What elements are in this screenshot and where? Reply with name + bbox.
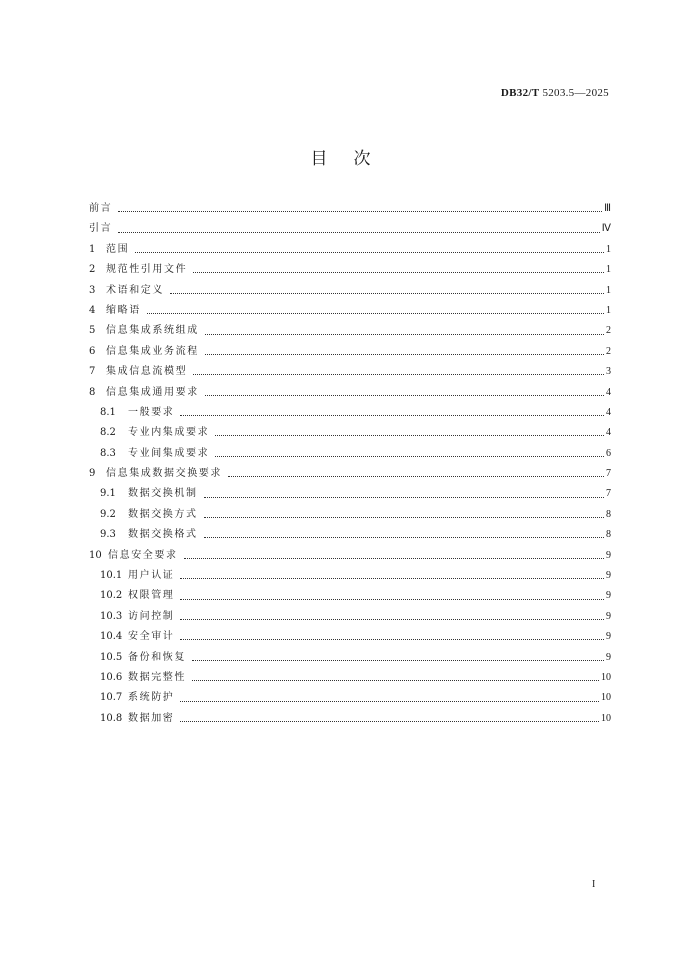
- dot-leader: [180, 618, 604, 620]
- dot-leader: [192, 659, 604, 661]
- toc-entry[interactable]: [89, 546, 611, 566]
- dot-leader: [215, 455, 604, 457]
- toc-entry-page: 6: [606, 447, 611, 459]
- toc-entry-page: 8: [606, 529, 611, 541]
- toc-entry-number: 9.2: [100, 508, 116, 520]
- dot-leader: [205, 353, 604, 355]
- toc-entry-label: 系统防护: [128, 692, 175, 704]
- toc-entry-label: 用户认证: [128, 570, 175, 582]
- toc-entry-number: 7: [89, 366, 96, 378]
- toc-entry[interactable]: [89, 627, 611, 647]
- toc-entry-page: 1: [606, 264, 611, 276]
- toc-entry-label: 专业内集成要求: [128, 427, 210, 439]
- dot-leader: [180, 414, 604, 416]
- toc-entry-page: 9: [606, 631, 611, 643]
- toc-entry[interactable]: [89, 240, 611, 260]
- toc-entry[interactable]: [89, 505, 611, 525]
- toc-entry-page: 9: [606, 651, 611, 663]
- dot-leader: [118, 231, 600, 233]
- toc-entry-label: 前言: [89, 203, 113, 214]
- toc-entry-page: 8: [606, 508, 611, 520]
- toc-entry-page: 1: [606, 284, 611, 296]
- toc-entry[interactable]: [89, 607, 611, 627]
- toc-entry-number: 10.2: [100, 590, 123, 602]
- toc-entry[interactable]: [89, 403, 611, 423]
- toc-entry[interactable]: [89, 321, 611, 341]
- dot-leader: [205, 394, 604, 396]
- dot-leader: [170, 292, 604, 294]
- dot-leader: [204, 496, 604, 498]
- toc-entry-number: 10: [89, 549, 102, 561]
- footer-page-number: I: [592, 879, 596, 890]
- dot-leader: [205, 333, 604, 335]
- toc-entry[interactable]: [89, 688, 611, 708]
- toc-entry-number: 9: [89, 468, 96, 480]
- toc-entry-page: 1: [606, 243, 611, 255]
- toc-entry-page: 1: [606, 304, 611, 316]
- toc-entry-label: 引言: [89, 223, 113, 235]
- standard-code: [501, 87, 609, 99]
- toc-entry[interactable]: [89, 464, 611, 484]
- toc-entry-number: 1: [89, 243, 96, 255]
- dot-leader: [192, 679, 599, 681]
- toc-entry-number: 3: [89, 284, 96, 296]
- toc-entry-page: 10: [601, 712, 611, 724]
- dot-leader: [180, 638, 604, 640]
- dot-leader: [184, 557, 604, 559]
- toc-entry-label: 术语和定义: [106, 284, 164, 296]
- toc-entry-page: 4: [606, 386, 611, 398]
- toc-entry[interactable]: [89, 342, 611, 362]
- toc-entry[interactable]: [89, 199, 611, 219]
- dot-leader: [204, 516, 604, 518]
- toc-entry-label: 数据交换方式: [128, 508, 198, 520]
- toc-entry-page: 2: [606, 325, 611, 337]
- toc-entry-number: 9.1: [100, 488, 116, 500]
- toc-entry-number: 10.8: [100, 712, 123, 724]
- toc-entry[interactable]: [89, 586, 611, 606]
- toc-entry[interactable]: [89, 648, 611, 668]
- toc-entry-number: 10.3: [100, 610, 123, 622]
- toc-entry-page: 3: [606, 366, 611, 378]
- dot-leader: [180, 700, 599, 702]
- toc-entry-number: 10.1: [100, 570, 123, 582]
- toc-entry-page: 9: [606, 549, 611, 561]
- toc-entry[interactable]: [89, 383, 611, 403]
- toc-entry[interactable]: [89, 668, 611, 688]
- toc-entry-page: 10: [601, 692, 611, 704]
- toc-entry-page: 10: [601, 671, 611, 683]
- toc-entry-label: 数据加密: [128, 712, 175, 724]
- toc-entry-page: 9: [606, 590, 611, 602]
- dot-leader: [215, 434, 604, 436]
- toc-entry-number: 6: [89, 345, 96, 357]
- toc-entry-page: 7: [606, 488, 611, 500]
- toc-entry-number: 10.7: [100, 692, 123, 704]
- toc-entry-label: 数据交换格式: [128, 529, 198, 541]
- toc-entry-label: 信息集成系统组成: [106, 325, 199, 337]
- toc-entry-number: 10.5: [100, 651, 123, 663]
- toc-entry-page: 7: [606, 468, 611, 480]
- toc-entry-number: 5: [89, 325, 96, 337]
- dot-leader: [147, 312, 604, 314]
- toc-entry-number: 8.2: [100, 427, 116, 439]
- toc-entry[interactable]: [89, 281, 611, 301]
- dot-leader: [204, 536, 604, 538]
- dot-leader: [180, 598, 604, 600]
- toc-entry-label: 数据完整性: [128, 671, 186, 683]
- toc-entry-number: 2: [89, 264, 96, 276]
- standard-code-number: 5203.5—2025: [542, 87, 609, 99]
- toc-entry-number: 8: [89, 386, 96, 398]
- dot-leader: [180, 577, 604, 579]
- toc-entry-label: 备份和恢复: [128, 651, 186, 663]
- toc-entry-label: 数据交换机制: [128, 488, 198, 500]
- toc-entry-page: 9: [606, 570, 611, 582]
- dot-leader: [118, 210, 602, 212]
- dot-leader: [193, 271, 604, 273]
- table-of-contents: [89, 199, 611, 729]
- toc-entry-page: 4: [606, 406, 611, 418]
- toc-entry-label: 一般要求: [128, 406, 175, 418]
- toc-entry-label: 范围: [106, 243, 130, 255]
- toc-entry[interactable]: [89, 484, 611, 504]
- toc-entry-label: 信息集成数据交换要求: [106, 468, 222, 480]
- toc-entry-label: 规范性引用文件: [106, 264, 188, 276]
- toc-entry[interactable]: [89, 301, 611, 321]
- standard-code-prefix: DB32/T: [500, 87, 540, 99]
- toc-entry-label: 安全审计: [128, 631, 175, 643]
- toc-entry-label: 信息安全要求: [108, 549, 178, 561]
- toc-entry-label: 专业间集成要求: [128, 447, 210, 459]
- toc-entry-page: 9: [606, 610, 611, 622]
- toc-entry[interactable]: [89, 423, 611, 443]
- toc-entry-number: 10.6: [100, 671, 123, 683]
- toc-entry[interactable]: [89, 260, 611, 280]
- toc-entry-number: 9.3: [100, 529, 116, 541]
- dot-leader: [228, 475, 604, 477]
- page-title: 目次: [310, 149, 397, 169]
- toc-entry-label: 访问控制: [128, 610, 175, 622]
- toc-entry-page: 2: [606, 345, 611, 357]
- toc-entry[interactable]: [89, 362, 611, 382]
- toc-entry-page: Ⅲ: [604, 203, 611, 214]
- toc-entry[interactable]: [89, 566, 611, 586]
- toc-entry-label: 信息集成通用要求: [106, 386, 199, 398]
- toc-entry-label: 权限管理: [128, 590, 175, 602]
- toc-entry[interactable]: [89, 709, 611, 729]
- toc-entry-page: 4: [606, 427, 611, 439]
- dot-leader: [180, 720, 599, 722]
- dot-leader: [193, 373, 604, 375]
- toc-entry-label: 缩略语: [106, 304, 141, 316]
- toc-entry-label: 信息集成业务流程: [106, 345, 199, 357]
- toc-entry-number: 4: [89, 304, 96, 316]
- toc-entry[interactable]: [89, 525, 611, 545]
- toc-entry-number: 8.3: [100, 447, 116, 459]
- toc-entry[interactable]: [89, 444, 611, 464]
- toc-entry-label: 集成信息流模型: [106, 366, 188, 378]
- toc-entry-number: 10.4: [100, 631, 123, 643]
- dot-leader: [135, 251, 604, 253]
- toc-entry-page: Ⅳ: [601, 223, 611, 235]
- toc-entry[interactable]: [89, 219, 611, 239]
- toc-entry-number: 8.1: [100, 406, 116, 418]
